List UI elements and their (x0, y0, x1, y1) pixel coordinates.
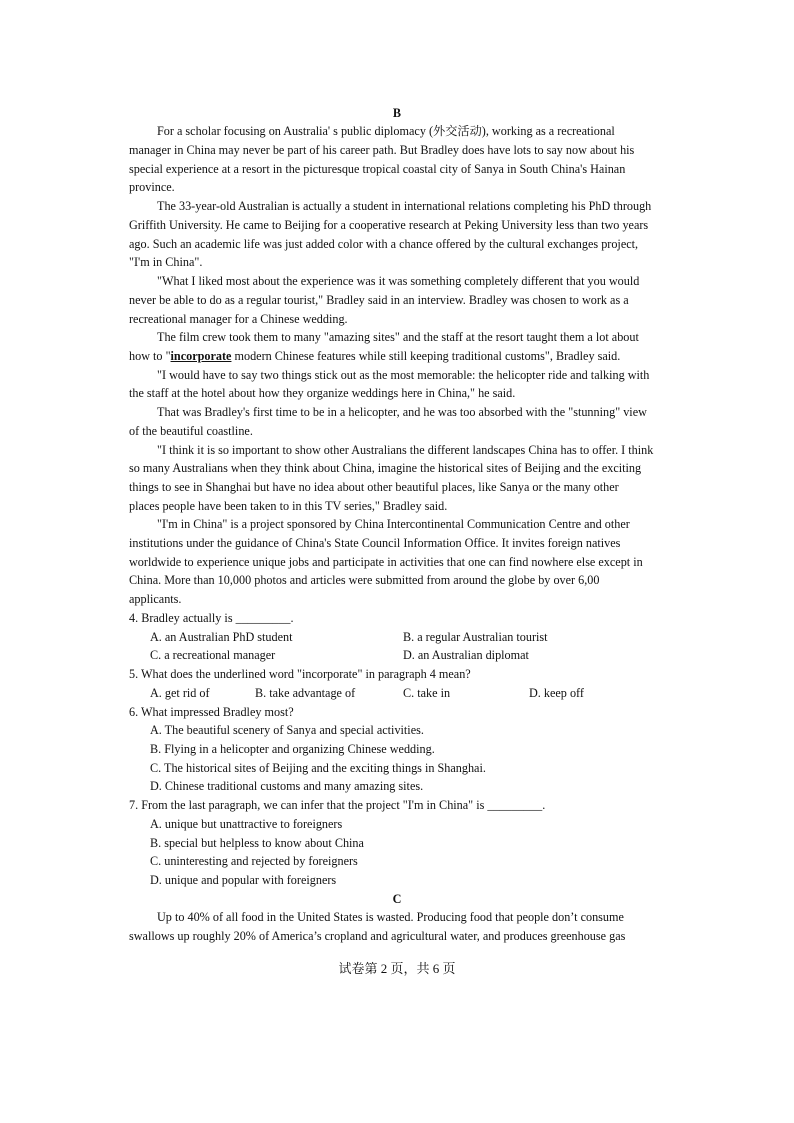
option-b[interactable]: B. Flying in a helicopter and organizing Chinese wedding. (150, 742, 435, 756)
passage-line: "What I liked most about the experience was it was something completely different that you would (157, 274, 640, 288)
passage-line: so many Australians when they think about China, imagine the historical sites of Beijing and the exciting (129, 461, 642, 475)
option-b[interactable]: B. take advantage of (255, 686, 356, 700)
passage-line: The 33-year-old Australian is actually a student in international relations completing his PhD through (157, 199, 652, 213)
passage-text: how to " (129, 349, 171, 363)
question-4-options-row (150, 628, 750, 647)
passage-line: Griffith University. He came to Beijing for a cooperative research at Peking University less than two years (129, 218, 649, 232)
passage-line: special experience at a resort in the picturesque tropical coastal city of Sanya in South China's Hainan (129, 162, 626, 176)
passage-line: places people have been taken to in this TV series," Bradley said. (129, 499, 448, 513)
passage-line: recreational manager for a Chinese wedding. (129, 312, 348, 326)
option-c[interactable]: C. uninteresting and rejected by foreigners (150, 854, 358, 868)
passage-line: "I think it is so important to show other Australians the different landscapes China has to offer. I think (157, 443, 654, 457)
passage-line: "I would have to say two things stick out as the most memorable: the helicopter ride and talking with (157, 368, 650, 382)
question-6-stem: 6. What impressed Bradley most? (129, 705, 294, 719)
option-c[interactable]: C. a recreational manager (150, 648, 276, 662)
passage-line: That was Bradley's first time to be in a helicopter, and he was too absorbed with the "stunning" view (157, 405, 647, 419)
option-d[interactable]: D. Chinese traditional customs and many amazing sites. (150, 779, 424, 793)
option-a[interactable]: A. unique but unattractive to foreigners (150, 817, 343, 831)
passage-line: institutions under the guidance of China's State Council Information Office. It invites foreign natives (129, 536, 621, 550)
option-a[interactable]: A. get rid of (150, 686, 210, 700)
question-7-stem: 7. From the last paragraph, we can infer that the project "I'm in China" is _________. (129, 798, 546, 812)
question-5-options-row (150, 684, 750, 703)
passage-line: things to see in Shanghai but have no idea about other beautiful places, like Sanya or the many other (129, 480, 619, 494)
passage-line: swallows up roughly 20% of America’s cropland and agricultural water, and produces greenhouse gas (129, 929, 626, 943)
question-4-stem: 4. Bradley actually is _________. (129, 611, 294, 625)
option-d[interactable]: D. unique and popular with foreigners (150, 873, 337, 887)
section-b-heading: B (392, 106, 402, 120)
passage-text: modern Chinese features while still keeping traditional customs", Bradley said. (231, 349, 621, 363)
page-footer: 试卷第 2 页，共 6 页 (338, 961, 456, 976)
passage-line: ago. Such an academic life was just added color with a chance offered by the cultural exchanges project, (129, 237, 639, 251)
question-4-options-row (150, 646, 750, 665)
passage-line: Up to 40% of all food in the United States is wasted. Producing food that people don’t consume (157, 910, 624, 924)
passage-line: China. More than 10,000 photos and articles were submitted from around the globe by over 6,00 (129, 573, 600, 587)
option-d[interactable]: D. keep off (529, 686, 584, 700)
option-b[interactable]: B. special but helpless to know about China (150, 836, 364, 850)
underlined-word: incorporate (170, 349, 232, 363)
passage-line: The film crew took them to many "amazing sites" and the staff at the resort taught them a lot about (157, 330, 639, 344)
option-a[interactable]: A. The beautiful scenery of Sanya and special activities. (150, 723, 424, 737)
option-c[interactable]: C. take in (403, 686, 451, 700)
passage-line-underlined (129, 347, 729, 366)
passage-line: province. (129, 180, 175, 194)
passage-line: the staff at the hotel about how they organize weddings here in China," he said. (129, 386, 516, 400)
passage-line: manager in China may never be part of his career path. But Bradley does have lots to say now about his (129, 143, 635, 157)
passage-line: For a scholar focusing on Australia' s public diplomacy (外交活动), working as a recreational (157, 124, 615, 138)
passage-line: "I'm in China" is a project sponsored by China Intercontinental Communication Centre and other (157, 517, 630, 531)
option-d[interactable]: D. an Australian diplomat (403, 648, 529, 662)
option-b[interactable]: B. a regular Australian tourist (403, 630, 548, 644)
passage-line: never be able to do as a regular tourist," Bradley said in an interview. Bradley was chosen to work as a (129, 293, 629, 307)
passage-line: "I'm in China". (129, 255, 203, 269)
passage-line: of the beautiful coastline. (129, 424, 253, 438)
option-c[interactable]: C. The historical sites of Beijing and the exciting things in Shanghai. (150, 761, 486, 775)
passage-line: applicants. (129, 592, 182, 606)
option-a[interactable]: A. an Australian PhD student (150, 630, 293, 644)
passage-line: worldwide to experience unique jobs and participate in activities that one can find nowhere else except in (129, 555, 643, 569)
question-5-stem: 5. What does the underlined word "incorporate" in paragraph 4 mean? (129, 667, 471, 681)
section-c-heading: C (392, 892, 402, 906)
